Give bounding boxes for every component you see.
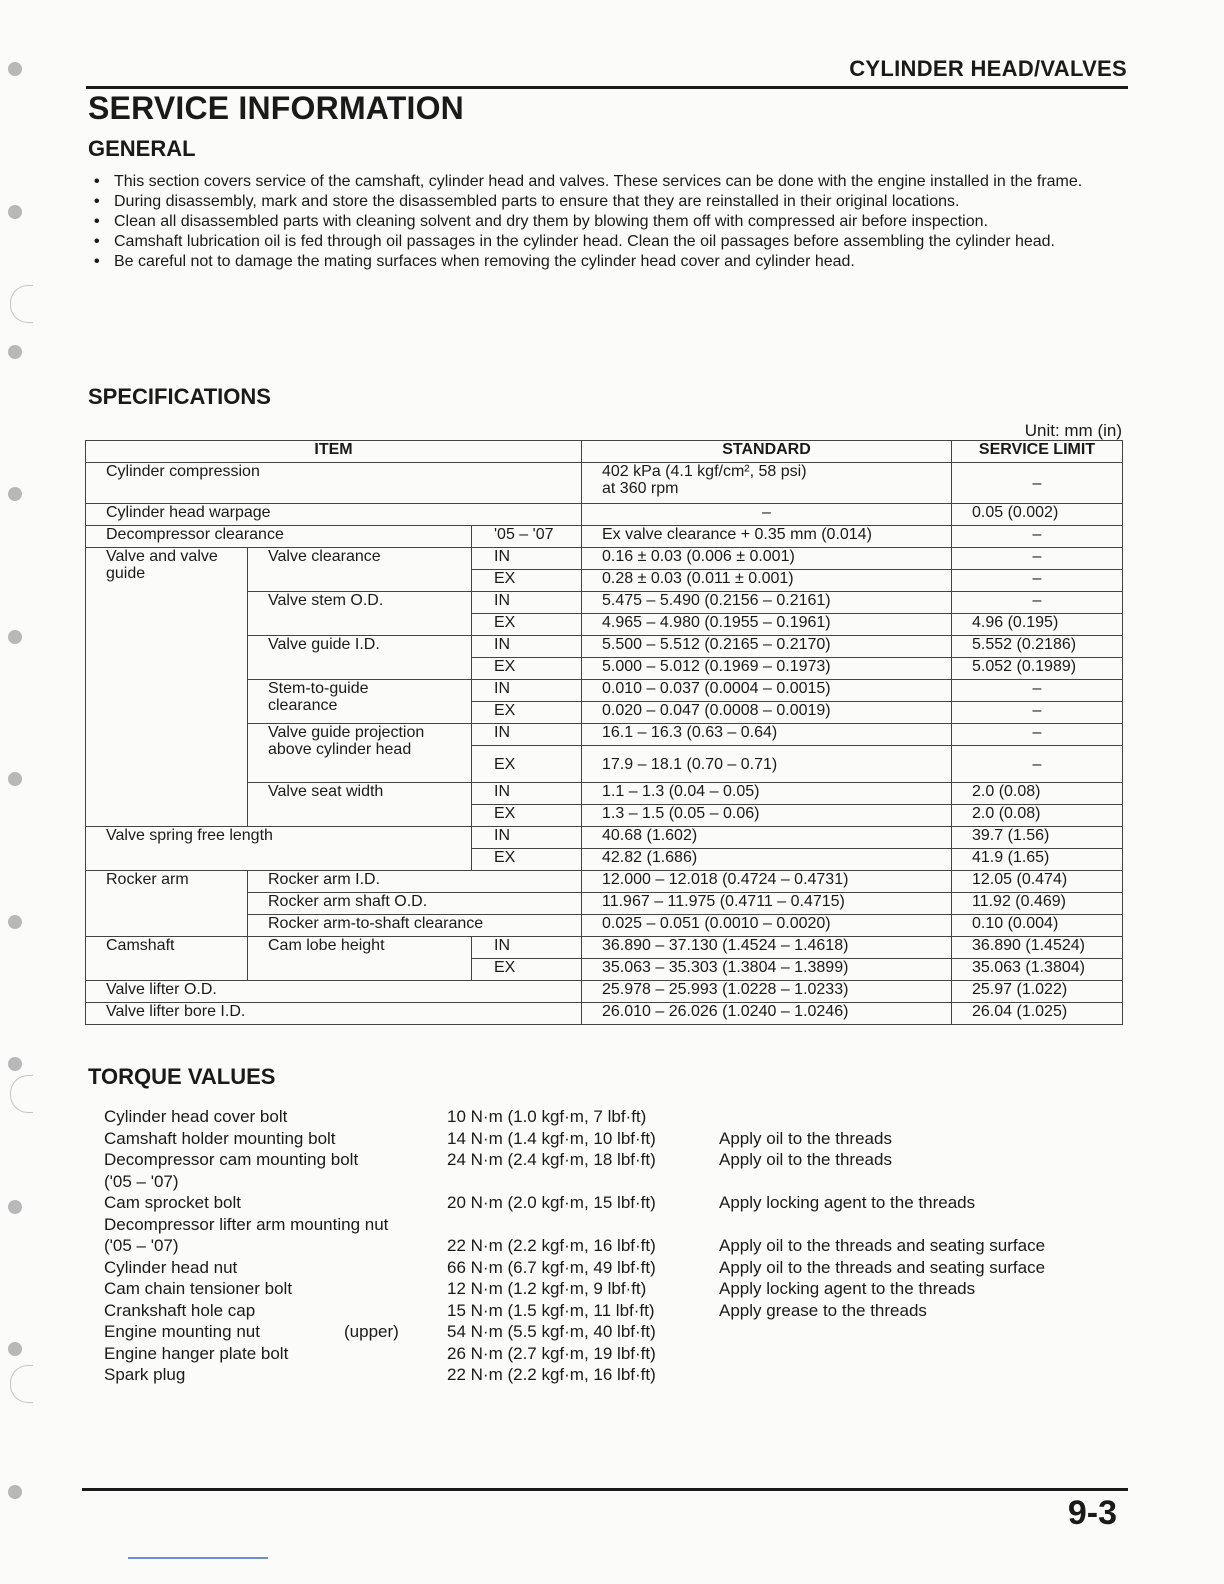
torque-item: Decompressor cam mounting bolt (104, 1150, 359, 1169)
table-row (86, 981, 1123, 1003)
standard-cell: – (582, 504, 952, 526)
subitem-cell: Valve seat width (248, 783, 472, 827)
torque-value: 54 N·m (5.5 kgf·m, 40 lbf·ft) (447, 1322, 656, 1341)
torque-value: 22 N·m (2.2 kgf·m, 16 lbf·ft) (447, 1235, 656, 1255)
torque-value: 20 N·m (2.0 kgf·m, 15 lbf·ft) (447, 1193, 656, 1212)
standard-cell: 5.000 – 5.012 (0.1969 – 0.1973) (582, 658, 952, 680)
limit-cell: 36.890 (1.4524) (952, 937, 1123, 959)
group-cell-valve: Valve and valve guide (86, 548, 248, 827)
standard-cell: 4.965 – 4.980 (0.1955 – 0.1961) (582, 614, 952, 636)
ex-cell: EX (472, 702, 582, 724)
limit-cell: – (952, 724, 1123, 746)
limit-cell: 41.9 (1.65) (952, 849, 1123, 871)
subitem-cell: Valve stem O.D. (248, 592, 472, 636)
standard-cell: 0.28 ± 0.03 (0.011 ± 0.001) (582, 570, 952, 592)
item-cell: Cylinder head warpage (86, 504, 582, 526)
item-cell: Decompressor clearance (86, 526, 472, 548)
years-cell: '05 – '07 (472, 526, 582, 548)
group-cell-rocker: Rocker arm (86, 871, 248, 937)
limit-cell: – (952, 548, 1123, 570)
torque-item: Cam sprocket bolt (104, 1193, 241, 1212)
torque-item: Crankshaft hole cap (104, 1300, 256, 1320)
torque-note: Apply oil to the threads (719, 1128, 892, 1148)
torque-note: Apply oil to the threads and seating surface (719, 1235, 1046, 1255)
ex-cell: EX (472, 849, 582, 871)
standard-cell: Ex valve clearance + 0.35 mm (0.014) (582, 526, 952, 548)
list-item: • During disassembly, mark and store the disassembled parts to ensure that they are reinstalled in their original locations. (92, 192, 1124, 211)
limit-cell: – (952, 570, 1123, 592)
punch-hole-mark (8, 205, 22, 219)
standard-cell: 16.1 – 16.3 (0.63 – 0.64) (582, 724, 952, 746)
table-row (86, 504, 1123, 526)
limit-cell: – (952, 702, 1123, 724)
torque-item: Engine hanger plate bolt (104, 1343, 289, 1363)
in-cell: IN (472, 724, 582, 746)
list-item: • Be careful not to damage the mating surfaces when removing the cylinder head cover and cylinder head. (92, 252, 1124, 271)
torque-item: Camshaft holder mounting bolt (104, 1128, 336, 1148)
column-header-item: ITEM (86, 441, 582, 463)
torque-value: 22 N·m (2.2 kgf·m, 16 lbf·ft) (447, 1365, 656, 1384)
torque-item: Spark plug (104, 1365, 186, 1384)
specifications-heading: SPECIFICATIONS (88, 384, 271, 409)
standard-cell: 25.978 – 25.993 (1.0228 – 1.0233) (582, 981, 952, 1003)
list-item: • Clean all disassembled parts with cleaning solvent and dry them by blowing them off with compressed air before inspection. (92, 212, 1124, 231)
in-cell: IN (472, 783, 582, 805)
punch-hole-mark (8, 1342, 22, 1356)
limit-cell: 2.0 (0.08) (952, 805, 1123, 827)
limit-cell: 5.052 (0.1989) (952, 658, 1123, 680)
subitem-cell: Rocker arm I.D. (248, 871, 582, 893)
table-row (86, 871, 1123, 893)
table-row (86, 937, 1123, 959)
torque-value: 10 N·m (1.0 kgf·m, 7 lbf·ft) (447, 1107, 647, 1126)
in-cell: IN (472, 827, 582, 849)
torque-note: Apply oil to the threads (719, 1150, 892, 1169)
item-cell: Valve lifter bore I.D. (86, 1003, 582, 1025)
punch-hole-mark (8, 915, 22, 929)
limit-cell: 11.92 (0.469) (952, 893, 1123, 915)
item-cell: Cylinder compression (86, 463, 582, 504)
punch-hole-mark (8, 345, 22, 359)
torque-value: 15 N·m (1.5 kgf·m, 11 lbf·ft) (447, 1300, 655, 1320)
limit-cell: 26.04 (1.025) (952, 1003, 1123, 1025)
ex-cell: EX (472, 746, 582, 783)
chapter-title: CYLINDER HEAD/VALVES (849, 56, 1127, 81)
ex-cell: EX (472, 805, 582, 827)
ex-cell: EX (472, 614, 582, 636)
limit-cell: 0.05 (0.002) (952, 504, 1123, 526)
general-bullet-list (92, 172, 1124, 272)
limit-cell: – (952, 463, 1123, 504)
standard-cell: 0.020 – 0.047 (0.0008 – 0.0019) (582, 702, 952, 724)
torque-note: Apply locking agent to the threads (719, 1279, 976, 1298)
torque-value: 24 N·m (2.4 kgf·m, 18 lbf·ft) (447, 1150, 656, 1169)
standard-cell: 17.9 – 18.1 (0.70 – 0.71) (582, 746, 952, 783)
subitem-cell: Valve guide projection above cylinder head (248, 724, 472, 783)
punch-hole-mark (8, 62, 22, 76)
table-row (86, 1003, 1123, 1025)
torque-item: Cam chain tensioner bolt (104, 1279, 293, 1298)
subitem-cell: Valve guide I.D. (248, 636, 472, 680)
punch-hole-mark (8, 1057, 22, 1071)
scan-artifact-line (128, 1557, 268, 1559)
standard-cell: 0.16 ± 0.03 (0.006 ± 0.001) (582, 548, 952, 570)
punch-hole-mark (10, 1365, 33, 1403)
standard-cell: 40.68 (1.602) (582, 827, 952, 849)
punch-hole-mark (8, 1485, 22, 1499)
subitem-cell: Rocker arm shaft O.D. (248, 893, 582, 915)
subitem-cell: Stem-to-guide clearance (248, 680, 472, 724)
limit-cell: – (952, 592, 1123, 614)
header-rule (86, 86, 1128, 89)
in-cell: IN (472, 636, 582, 658)
footer-rule (82, 1488, 1128, 1491)
standard-cell: 42.82 (1.686) (582, 849, 952, 871)
punch-hole-mark (8, 1200, 22, 1214)
punch-hole-mark (8, 630, 22, 644)
punch-hole-mark (8, 487, 22, 501)
limit-cell: 4.96 (0.195) (952, 614, 1123, 636)
standard-cell: 5.475 – 5.490 (0.2156 – 0.2161) (582, 592, 952, 614)
table-row (86, 463, 1123, 504)
standard-cell: 35.063 – 35.303 (1.3804 – 1.3899) (582, 959, 952, 981)
punch-hole-mark (10, 1075, 33, 1113)
torque-item: Cylinder head nut (104, 1257, 238, 1277)
in-cell: IN (472, 937, 582, 959)
subitem-cell: Cam lobe height (248, 937, 472, 981)
standard-cell: 12.000 – 12.018 (0.4724 – 0.4731) (582, 871, 952, 893)
standard-cell: 0.025 – 0.051 (0.0010 – 0.0020) (582, 915, 952, 937)
ex-cell: EX (472, 959, 582, 981)
page-title: SERVICE INFORMATION (88, 90, 464, 126)
limit-cell: – (952, 526, 1123, 548)
item-cell: Valve spring free length (86, 827, 472, 871)
group-cell-camshaft: Camshaft (86, 937, 248, 981)
specifications-table (85, 440, 1123, 1025)
column-header-standard: STANDARD (582, 441, 952, 463)
torque-item: Engine mounting nut (104, 1322, 260, 1341)
standard-cell: 0.010 – 0.037 (0.0004 – 0.0015) (582, 680, 952, 702)
punch-hole-mark (10, 285, 33, 323)
torque-value: 26 N·m (2.7 kgf·m, 19 lbf·ft) (447, 1343, 656, 1363)
torque-value: 12 N·m (1.2 kgf·m, 9 lbf·ft) (447, 1279, 647, 1298)
table-row (86, 526, 1123, 548)
table-row (86, 548, 1123, 570)
ex-cell: EX (472, 658, 582, 680)
torque-note: Apply locking agent to the threads (719, 1193, 976, 1212)
punch-hole-mark (8, 772, 22, 786)
standard-cell: 36.890 – 37.130 (1.4524 – 1.4618) (582, 937, 952, 959)
list-item: • This section covers service of the camshaft, cylinder head and valves. These services can be done with the engine installed in the frame. (92, 172, 1124, 191)
torque-item: Decompressor lifter arm mounting nut ('05 – '07) (104, 1214, 389, 1255)
torque-item: Cylinder head cover bolt (104, 1107, 288, 1126)
table-row (86, 827, 1123, 849)
standard-cell: 1.1 – 1.3 (0.04 – 0.05) (582, 783, 952, 805)
torque-qualifier: (upper) (344, 1322, 399, 1341)
standard-cell: 5.500 – 5.512 (0.2165 – 0.2170) (582, 636, 952, 658)
standard-cell: 1.3 – 1.5 (0.05 – 0.06) (582, 805, 952, 827)
unit-label: Unit: mm (in) (1024, 421, 1122, 440)
in-cell: IN (472, 548, 582, 570)
limit-cell: 25.97 (1.022) (952, 981, 1123, 1003)
standard-cell: 26.010 – 26.026 (1.0240 – 1.0246) (582, 1003, 952, 1025)
subitem-cell: Valve clearance (248, 548, 472, 592)
limit-cell: 12.05 (0.474) (952, 871, 1123, 893)
standard-cell: 11.967 – 11.975 (0.4711 – 0.4715) (582, 893, 952, 915)
limit-cell: 5.552 (0.2186) (952, 636, 1123, 658)
in-cell: IN (472, 680, 582, 702)
torque-heading: TORQUE VALUES (88, 1064, 276, 1089)
list-item: • Camshaft lubrication oil is fed through oil passages in the cylinder head. Clean the oil passages before assembling the cylinder head. (92, 232, 1124, 251)
table-header-row (86, 441, 1123, 463)
torque-item: ('05 – '07) (104, 1171, 179, 1191)
page-number: 9-3 (1067, 1494, 1117, 1532)
subitem-cell: Rocker arm-to-shaft clearance (248, 915, 582, 937)
ex-cell: EX (472, 570, 582, 592)
limit-cell: – (952, 746, 1123, 783)
general-heading: GENERAL (88, 136, 196, 161)
torque-note: Apply grease to the threads (719, 1300, 927, 1320)
limit-cell: 0.10 (0.004) (952, 915, 1123, 937)
in-cell: IN (472, 592, 582, 614)
torque-note: Apply oil to the threads and seating surface (719, 1257, 1046, 1277)
limit-cell: 2.0 (0.08) (952, 783, 1123, 805)
torque-value: 66 N·m (6.7 kgf·m, 49 lbf·ft) (447, 1257, 656, 1277)
limit-cell: – (952, 680, 1123, 702)
limit-cell: 39.7 (1.56) (952, 827, 1123, 849)
column-header-service-limit: SERVICE LIMIT (952, 441, 1123, 463)
limit-cell: 35.063 (1.3804) (952, 959, 1123, 981)
standard-cell: 402 kPa (4.1 kgf/cm², 58 psi) at 360 rpm (582, 463, 952, 504)
torque-value: 14 N·m (1.4 kgf·m, 10 lbf·ft) (447, 1128, 656, 1148)
item-cell: Valve lifter O.D. (86, 981, 582, 1003)
